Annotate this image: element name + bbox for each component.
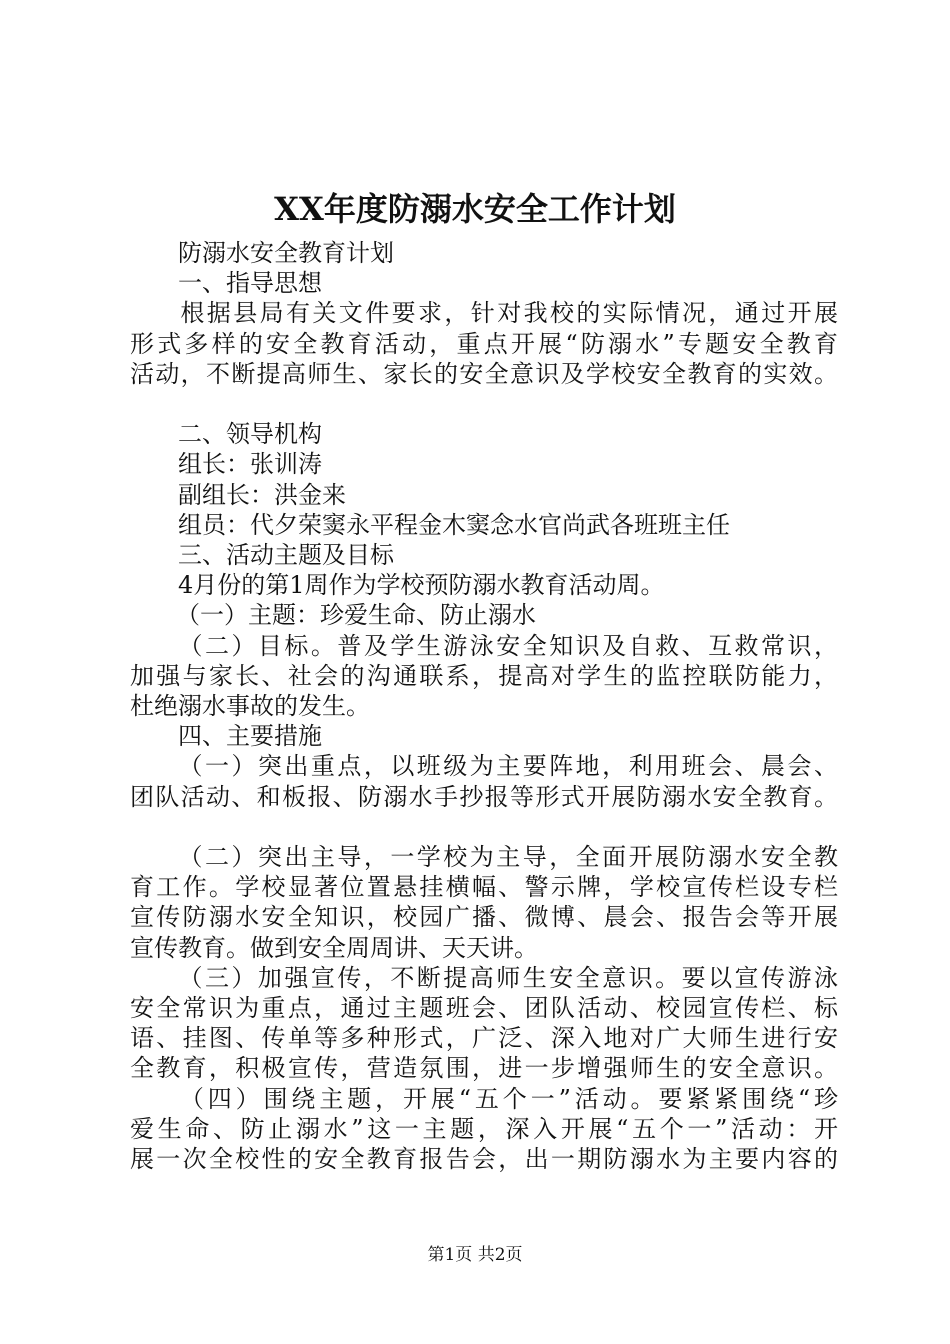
page-footer: 第1页 共2页 (427, 1245, 523, 1265)
paragraph-line: 团队活动、和板报、防溺水手抄报等形式开展防溺水安全教育。 (130, 782, 838, 811)
leader-line: 组长：张训涛 (178, 450, 322, 479)
theme-line: （一）主题：珍爱生命、防止溺水 (176, 601, 536, 630)
paragraph-line: 语、挂图、传单等多种形式，广泛、深入地对广大师生进行安 (130, 1024, 838, 1053)
document-body (130, 238, 838, 1174)
members-line: 组员：代夕荣窦永平程金木窦念水官尚武各班班主任 (178, 510, 730, 539)
paragraph-line: 育工作。学校显著位置悬挂横幅、警示牌，学校宣传栏设专栏 (130, 873, 838, 902)
blank-line (130, 389, 838, 419)
paragraph-line: 全教育，积极宣传，营造氛围，进一步增强师生的安全意识。 (130, 1054, 838, 1083)
document-title: XX年度防溺水安全工作计划 (274, 190, 676, 228)
paragraph-line: 4月份的第1周作为学校预防溺水教育活动周。 (178, 571, 665, 600)
paragraph-line: 活动，不断提高师生、家长的安全意识及学校安全教育的实效。 (130, 359, 838, 388)
section-heading-2: 二、领导机构 (178, 420, 322, 449)
paragraph-line: 加强与家长、社会的沟通联系，提高对学生的监控联防能力， (130, 661, 838, 690)
paragraph-line: 杜绝溺水事故的发生。 (130, 692, 370, 721)
section-heading-1: 一、指导思想 (178, 269, 322, 298)
paragraph-line: 安全常识为重点，通过主题班会、团队活动、校园宣传栏、标 (130, 994, 838, 1023)
paragraph-line: （二）目标。普及学生游泳安全知识及自救、互救常识， (176, 631, 838, 660)
paragraph-line: 展一次全校性的安全教育报告会，出一期防溺水为主要内容的 (130, 1145, 838, 1174)
section-heading-4: 四、主要措施 (178, 722, 322, 751)
paragraph-line: 根据县局有关文件要求，针对我校的实际情况，通过开展 (178, 299, 838, 328)
paragraph-line: （四）围绕主题，开展“五个一”活动。要紧紧围绕“珍 (176, 1084, 838, 1113)
paragraph-line: （一）突出重点，以班级为主要阵地，利用班会、晨会、 (176, 752, 838, 781)
section-heading-3: 三、活动主题及目标 (178, 541, 394, 570)
paragraph-line: 爱生命、防止溺水”这一主题，深入开展“五个一”活动：开 (130, 1114, 838, 1143)
intro-line: 防溺水安全教育计划 (178, 239, 394, 267)
paragraph-line: 宣传防溺水安全知识，校园广播、微博、晨会、报告会等开展 (130, 903, 838, 932)
paragraph-line: 形式多样的安全教育活动，重点开展“防溺水”专题安全教育 (130, 329, 838, 358)
paragraph-line: 宣传教育。做到安全周周讲、天天讲。 (130, 933, 538, 962)
paragraph-line: （二）突出主导，一学校为主导，全面开展防溺水安全教 (176, 843, 838, 872)
blank-line (130, 812, 838, 842)
paragraph-line: （三）加强宣传，不断提高师生安全意识。要以宣传游泳 (176, 963, 838, 992)
deputy-leader-line: 副组长：洪金来 (178, 480, 346, 509)
